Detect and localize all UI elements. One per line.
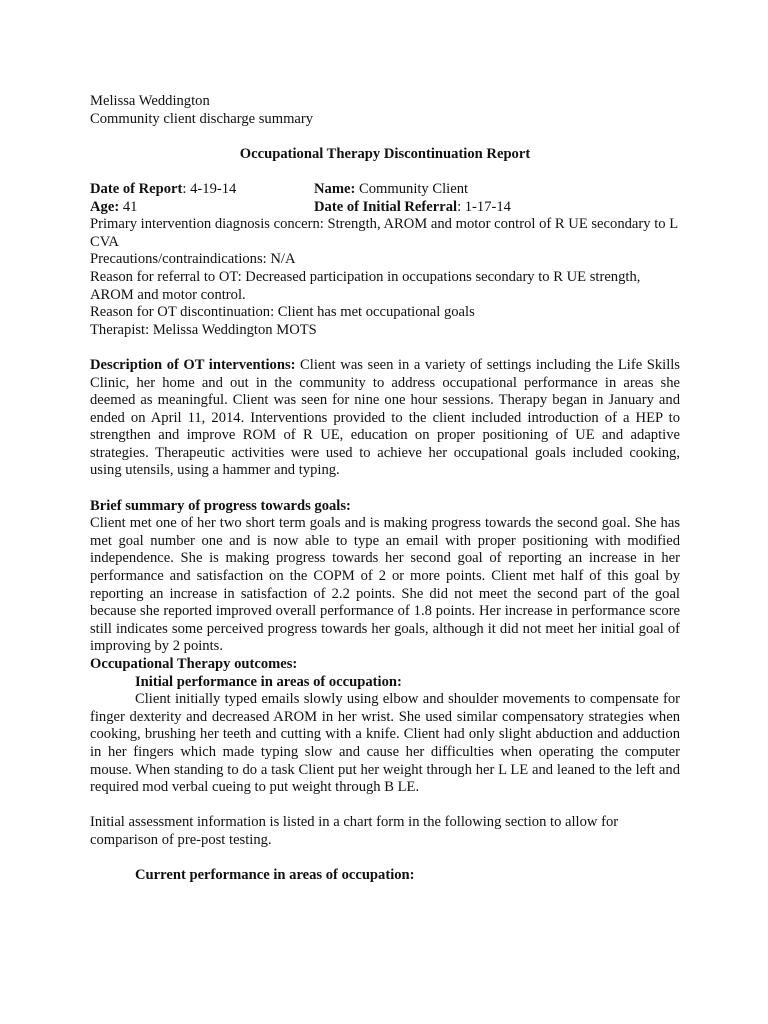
progress-heading: Brief summary of progress towards goals:	[90, 497, 351, 514]
therapist-text: Therapist: Melissa Weddington MOTS	[90, 321, 317, 338]
info-row-1	[90, 181, 680, 199]
referral-reason-text: Reason for referral to OT: Decreased participation in occupations secondary to R UE strength, AROM and motor control.	[90, 268, 641, 303]
initial-performance-heading: Initial performance in areas of occupation:	[135, 673, 402, 690]
name-label: Name:	[314, 180, 356, 197]
initial-referral-label: Date of Initial Referral	[314, 198, 458, 215]
info-row-2	[90, 199, 680, 217]
initial-referral-value: : 1-17-14	[457, 198, 511, 215]
precautions-text: Precautions/contraindications: N/A	[90, 251, 296, 268]
name-value: Community Client	[355, 180, 469, 197]
age-label: Age:	[90, 198, 120, 215]
current-performance-heading: Current performance in areas of occupation:	[135, 867, 415, 884]
interventions-section	[90, 357, 680, 480]
progress-text: Client met one of her two short term goals and is making progress towards the second goal. She has met goal number one and is now able to type an email with proper positioning with modified independence. She is making progress towards her second goal of reporting an increase in her performance and satisfaction on the COPM of 2 or more points. Client met half of this goal by reporting an increase in satisfaction of 2.2 points. She did not meet the second part of the goal because she reported improved overall performance of 1.8 points. Her increase in performance score still indicates some perceived progress towards her goals, although it did not meet her initial goal of improving by 2 points.	[90, 515, 680, 655]
date-of-report-value: : 4-19-14	[182, 180, 237, 197]
interventions-heading: Description of OT interventions:	[90, 356, 296, 373]
discontinuation-reason-text: Reason for OT discontinuation: Client has met occupational goals	[90, 304, 475, 321]
assessment-note: Initial assessment information is listed in a chart form in the following section to allow for comparison of pre-post testing.	[90, 814, 619, 848]
author-name: Melissa Weddington	[90, 93, 210, 109]
date-of-report-label: Date of Report	[90, 180, 183, 197]
document-page	[90, 93, 680, 885]
initial-performance-text: Client initially typed emails slowly using elbow and shoulder movements to compensate for finger dexterity and decreased AROM in her wrist. She used similar compensatory strategies when cooking, brushing her teeth and cutting with a knife. Client had only slight abduction and adduction in her fingers which made typing slow and cause her difficulties when operating the computer mouse. When standing to do a task Client put her weight through her L LE and leaned to the left and required mod verbal cueing to put weight through B LE.	[90, 691, 680, 796]
age-value: 41	[119, 198, 138, 215]
interventions-text: Client was seen in a variety of settings including the Life Skills Clinic, her home and out in the community to address occupational performance in areas she deemed as meaningful. Client was seen for nine one hour sessions. Therapy began in January and ended on April 11, 2014. Interventions provided to the client included introduction of a HEP to strengthen and improve ROM of R UE, education on proper positioning of UE and adaptive strategies. Therapeutic activities were used to achieve her occupational goals included cooking, using utensils, using a hammer and typing.	[90, 356, 680, 479]
diagnosis-text: Primary intervention diagnosis concern: Strength, AROM and motor control of R UE secondary to L CVA	[90, 216, 678, 250]
document-subtitle: Community client discharge summary	[90, 110, 314, 127]
outcomes-heading: Occupational Therapy outcomes:	[90, 656, 298, 672]
report-title: Occupational Therapy Discontinuation Report	[239, 145, 531, 162]
